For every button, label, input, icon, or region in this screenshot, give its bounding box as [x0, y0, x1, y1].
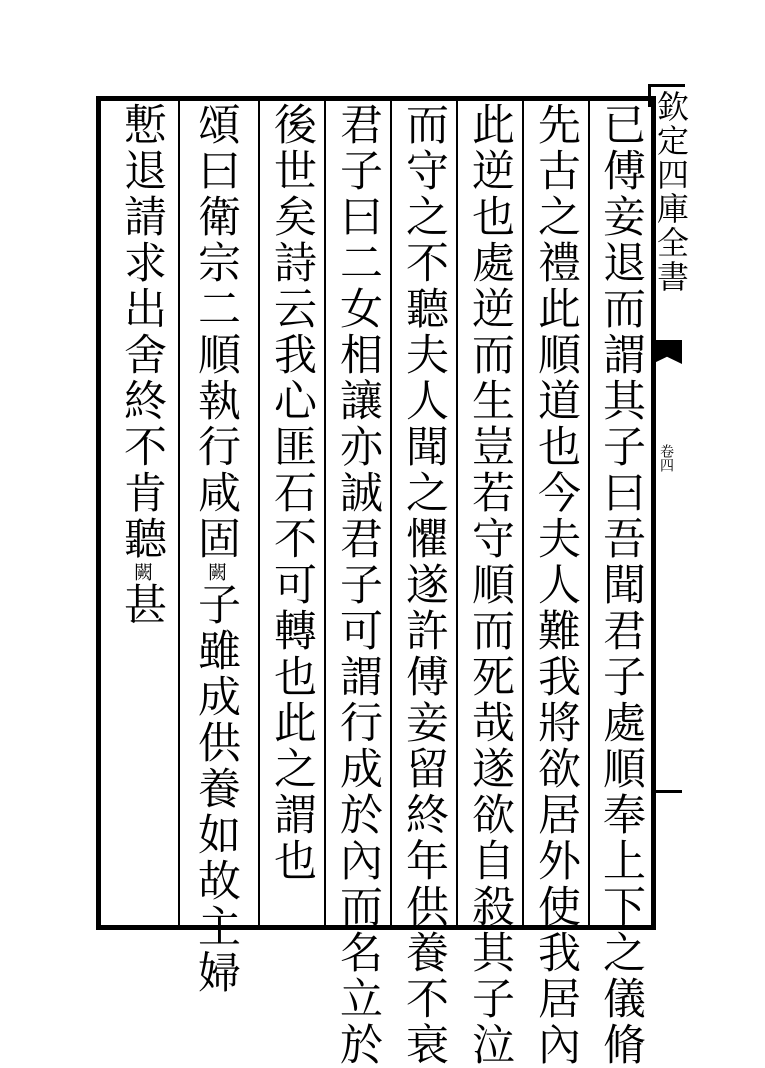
text-column-2: 先古之禮此順道也今夫人難我將欲居外使我居內: [531, 102, 581, 1068]
fish-tail-mark: [652, 340, 682, 364]
column-rule: [178, 101, 180, 925]
column-rule: [588, 101, 590, 925]
text-column-8: [115, 102, 169, 914]
column-rule: [390, 101, 392, 925]
lacuna-note: 闕: [205, 562, 227, 582]
lacuna-note: 闕: [131, 562, 153, 582]
text-column-6: 後世矣詩云我心匪石不可轉也此之謂也: [267, 102, 317, 884]
column-7-part-2: 子雖成供養如故主婦: [191, 582, 241, 996]
text-column-3: 此逆也處逆而生豈若守順而死哉遂欲自殺其子泣: [465, 102, 515, 1068]
column-rule: [522, 101, 524, 925]
column-8-part-2: 甚: [117, 582, 167, 628]
text-column-4: 而守之不聽夫人聞之懼遂許傅妾留終年供養不衰: [399, 102, 449, 1068]
text-column-5: 君子曰二女相讓亦誠君子可謂行成於內而名立於: [333, 102, 383, 1068]
text-column-7: [189, 102, 243, 996]
column-rule: [324, 101, 326, 925]
column-8-part-1: 慙退請求出舍終不肯聽: [117, 102, 167, 562]
juan-label: 卷四: [658, 444, 674, 472]
column-rule: [258, 101, 260, 925]
margin-rule: [656, 790, 682, 793]
text-column-1: 已傅妾退而謂其子曰吾聞君子處順奉上下之儀脩: [596, 102, 646, 1068]
column-rule: [456, 101, 458, 925]
book-title: 欽定四庫全書: [652, 90, 690, 294]
column-7-part-1: 頌曰衛宗二順執行咸固: [191, 102, 241, 562]
